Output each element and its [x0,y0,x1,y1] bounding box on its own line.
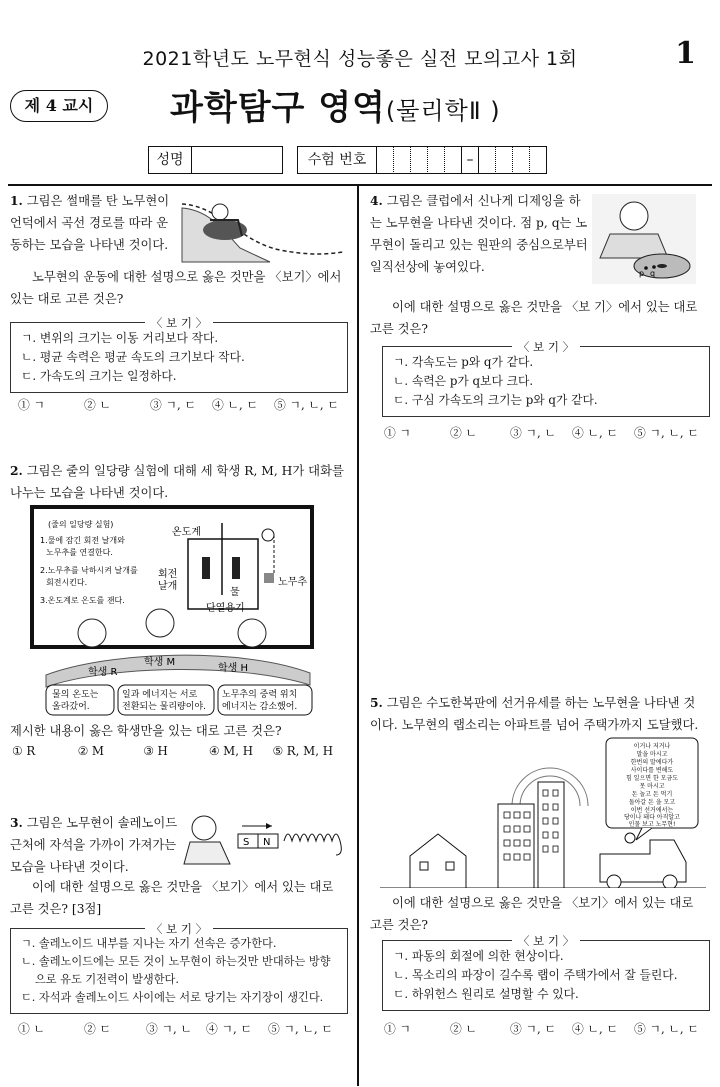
speech-line: 인물 보고 노무현! [628,821,676,828]
header-rule [8,184,712,186]
q1-box-title: 〈 보 기 〉 [11,314,347,333]
speech-line: 한번의 말에다가 [630,759,674,766]
q5-item: ㄴ. 목소리의 파장이 길수록 랩이 주택가에서 잘 들린다. [393,968,678,982]
bubble-text: 올라갔어. [52,702,90,712]
q5-choice[interactable]: ③ ㄱ, ㄷ [510,1022,556,1036]
q5-stem [370,692,702,736]
id-digit[interactable] [428,146,445,174]
q5-choice[interactable]: ④ ㄴ, ㄷ [572,1022,618,1036]
q5-choice[interactable]: ② ㄴ [450,1022,477,1036]
q1-number: 1. [10,193,23,208]
q5-city-figure [380,736,706,888]
q3-stem [10,812,182,878]
bubble-text: 일과 에너지는 서로 [122,690,198,700]
speech-line: 이번 선거에서는 [630,807,674,814]
q1-stem [10,190,178,256]
magnet-n: N [263,837,271,848]
speech-line: 못 마시고 [639,783,665,790]
q1-sled-figure [180,192,345,264]
q1-item: ㄱ. 변위의 크기는 이동 거리보다 작다. [21,331,219,345]
paddle-label: 날개 [158,581,178,592]
name-label: 성명 [148,146,192,174]
q3-choice[interactable]: ⑤ ㄱ, ㄴ, ㄷ [268,1022,333,1036]
q4-stem [370,190,590,278]
speech-line: 이거나 저거나 [633,743,671,750]
q1-item: ㄴ. 평균 속력은 평균 속도의 크기보다 작다. [21,350,245,364]
q1-choice[interactable]: ⑤ ㄱ, ㄴ, ㄷ [274,398,339,412]
q5-box-title: 〈 보 기 〉 [383,932,709,951]
container-label: 단열용기 [206,603,245,614]
column-divider [357,186,359,1086]
page-number: 1 [675,36,696,71]
point-p: p [639,269,645,278]
q2-prompt: 제시한 내용이 옳은 학생만을 있는 대로 고른 것은? [10,724,282,738]
q5-prompt: 이에 대한 설명으로 옳은 것만을 〈보기〉에서 있는 대로 고른 것은? [370,896,694,932]
q3-choices [18,1020,348,1037]
q4-choice[interactable]: ③ ㄱ, ㄴ [510,426,556,440]
weight-label: 노무추 [278,577,307,588]
q3-item: ㄱ. 솔레노이드 내부를 지나는 자기 선속은 증가한다. [21,937,277,950]
speech-line: 돌아갈 돈 을 모고 [628,799,676,806]
q4-text: 그림은 클럽에서 신나게 디제잉을 하는 노무현을 나타낸 것이다. 점 p, q는 노무현이 돌리고 있는 원판의 중심으로부터 일직선상에 놓여있다. [370,194,588,274]
q3-number: 3. [10,815,23,830]
id-digit[interactable] [496,146,513,174]
q1-prompt: 노무현의 운동에 대한 설명으로 옳은 것만을 〈보기〉에서 있는 대로 고른 것은? [10,270,342,306]
q4-choice[interactable]: ④ ㄴ, ㄷ [572,426,618,440]
q3-solenoid-figure [180,808,348,868]
board-note: 회전시킨다. [46,578,88,587]
q5-choice[interactable]: ① ㄱ [384,1022,411,1036]
q4-number: 4. [370,193,383,208]
q4-dj-figure [592,194,696,284]
q2-choice[interactable]: ① R [12,744,36,758]
board-note: 2.노무추를 낙하시켜 날개를 [40,566,138,575]
q4-box-title: 〈 보 기 〉 [383,338,709,357]
q1-text: 그림은 썰매를 탄 노무현이 언덕에서 곡선 경로를 따라 운동하는 모습을 나타낸 것이다. [10,194,170,252]
q4-item: ㄱ. 각속도는 p와 q가 같다. [393,355,534,369]
q3-prompt: 이에 대한 설명으로 옳은 것만을 〈보기〉에서 있는 대로 고른 것은? [3점] [10,880,334,916]
q4-choice[interactable]: ① ㄱ [384,426,411,440]
q1-choice[interactable]: ① ㄱ [18,398,45,412]
water-label: 물 [230,587,240,598]
id-digit[interactable] [479,146,496,174]
subject-title [170,80,501,129]
bubble-text: 전환되는 물리량이야. [122,702,206,712]
paddle-label: 회전 [158,569,178,580]
bubble-text: 물의 온도는 [52,690,99,700]
q3-choice[interactable]: ② ㄷ [84,1022,111,1036]
id-digit[interactable] [445,146,462,174]
id-digit[interactable] [411,146,428,174]
point-q: q [650,269,656,278]
id-digit[interactable] [394,146,411,174]
q3-choice[interactable]: ④ ㄱ, ㄷ [206,1022,252,1036]
q3-box-title: 〈 보 기 〉 [11,920,347,939]
id-digit[interactable] [513,146,530,174]
q3-item: 으로 유도 기전력이 발생한다. [35,973,179,986]
q3-box [10,922,348,1014]
q4-box [382,340,710,417]
q5-number: 5. [370,695,383,710]
q4-item: ㄷ. 구심 가속도의 크기는 p와 q가 같다. [393,393,598,407]
q2-joule-figure [10,505,346,717]
magnet-s: S [243,837,250,848]
q5-text: 그림은 수도한복판에 선거유세를 하는 노무현을 나타낸 것이다. 노무현의 랩소리는 아파트를 넘어 주택가까지 도달했다. [370,696,699,732]
q1-item: ㄷ. 가속도의 크기는 일정하다. [21,369,177,383]
q3-choice[interactable]: ③ ㄱ, ㄴ [146,1022,192,1036]
q3-item: ㄴ. 솔레노이드에는 모든 것이 노무현이 하는것만 반대하는 방향 [21,955,331,968]
id-digit[interactable] [377,146,394,174]
q4-choices [384,424,704,441]
q3-text: 그림은 노무현이 솔레노이드 근처에 자석을 가까이 가져가는 모습을 나타낸 것이다. [10,816,178,874]
session-badge: 제 4 교시 [10,90,108,122]
name-field[interactable] [192,146,283,174]
exam-title: 2021학년도 노무현식 성능좋은 실전 모의고사 1회 [142,48,578,70]
speech-line: 사이다를 변해도 [630,767,674,774]
q1-choices [18,396,348,413]
q4-choice[interactable]: ⑤ ㄱ, ㄴ, ㄷ [634,426,699,440]
speech-line: 힘 일으면 한 모금도 [625,775,679,782]
q5-choice[interactable]: ⑤ ㄱ, ㄴ, ㄷ [634,1022,699,1036]
q5-box [382,934,710,1011]
id-row [148,146,547,174]
q2-choice[interactable]: ⑤ R, M, H [272,744,334,758]
q5-choices [384,1020,704,1037]
id-label: 수험 번호 [297,146,377,174]
subject-main: 과학탐구 영역 [170,88,386,128]
q1-box [10,316,348,393]
board-note: (줄의 일당량 실험) [48,520,114,529]
q5-item: ㄷ. 하위헌스 원리로 설명할 수 있다. [393,987,579,1001]
q3-choice[interactable]: ① ㄴ [18,1022,45,1036]
thermometer-label: 온도계 [172,527,201,538]
student-label: 학생 M [144,657,176,668]
id-digit[interactable] [530,146,547,174]
q2-choices [12,744,342,758]
q2-choice[interactable]: ③ H [143,744,168,758]
q2-stem [10,460,348,504]
q4-item: ㄴ. 속력은 p가 q보다 크다. [393,374,534,388]
bubble-text: 에너지는 감소했어. [222,702,298,712]
student-label: 학생 H [218,663,249,674]
speech-line: 말을 마시고 [636,751,668,758]
speech-line: 당이나 돼다 아직알고 [624,814,680,821]
board-note: 노무추를 연결한다. [46,548,113,557]
q1-choice[interactable]: ② ㄴ [84,398,111,412]
q5-item: ㄱ. 파동의 회절에 의한 현상이다. [393,949,564,963]
id-dash: – [462,146,479,174]
bubble-text: 노무추의 중력 위치 [222,690,298,700]
q4-choice[interactable]: ② ㄴ [450,426,477,440]
q1-choice[interactable]: ④ ㄴ, ㄷ [212,398,258,412]
q2-choice[interactable]: ② M [77,744,105,758]
q2-text: 그림은 줄의 일당량 실험에 대해 세 학생 R, M, H가 대화를 나누는 모습을 나타낸 것이다. [10,464,344,500]
q4-prompt: 이에 대한 설명으로 옳은 것만을 〈보 기〉에서 있는 대로 고른 것은? [370,300,698,336]
q2-choice[interactable]: ④ M, H [208,744,254,758]
board-note: 1.물에 잠긴 회전 날개와 [40,536,125,545]
q2-number: 2. [10,463,23,478]
student-label: 학생 R [88,667,118,678]
subject-sub: (물리학Ⅱ ) [385,97,501,125]
board-note: 3.온도계로 온도를 잰다. [40,596,125,605]
q3-item: ㄷ. 자석과 솔레노이드 사이에는 서로 당기는 자기장이 생긴다. [21,991,324,1004]
speech-line: 돈 놀고 돈 먹기 [631,791,673,798]
q1-choice[interactable]: ③ ㄱ, ㄷ [150,398,196,412]
